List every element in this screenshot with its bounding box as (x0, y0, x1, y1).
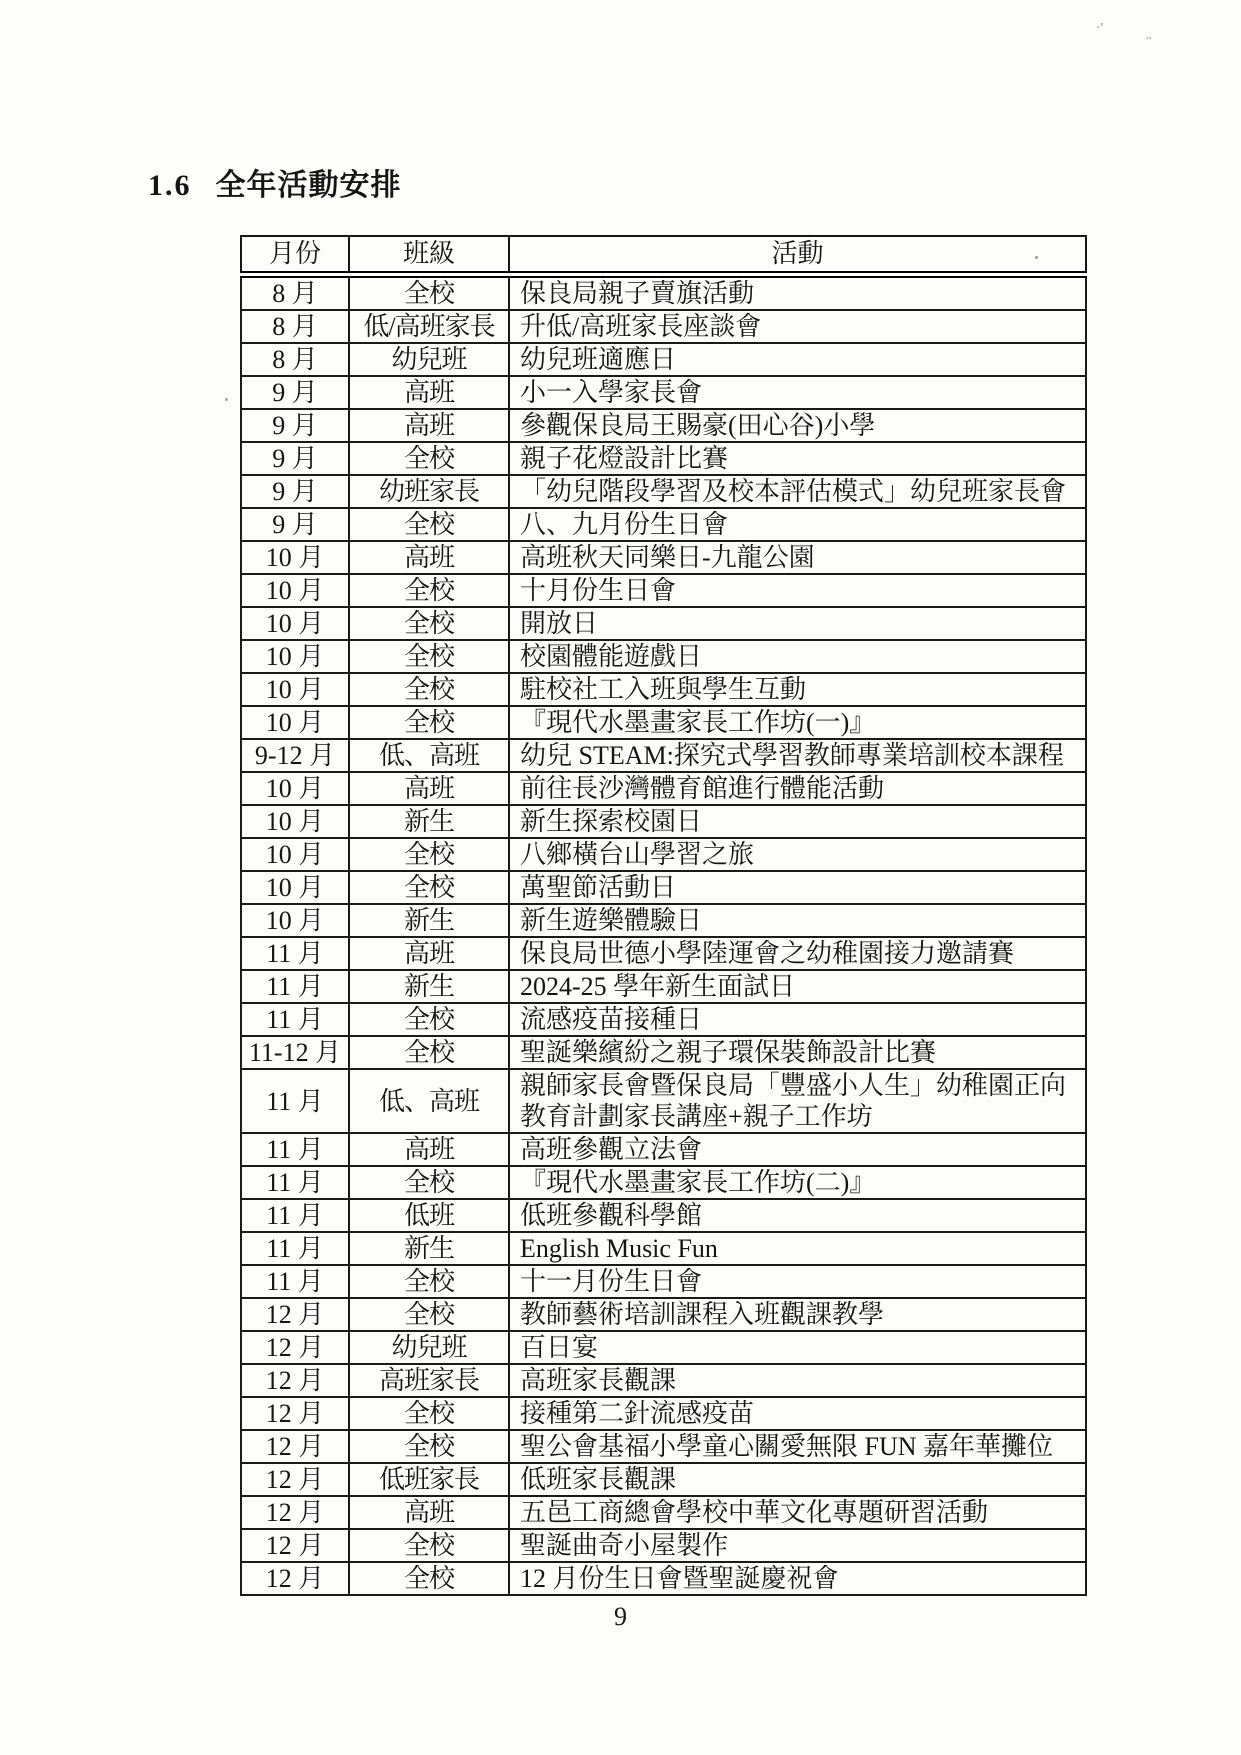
table-row (241, 739, 1086, 772)
table-row (241, 937, 1086, 970)
cell-month: 12 月 (241, 1496, 349, 1529)
cell-class: 全校 (349, 275, 509, 311)
table-row (241, 376, 1086, 409)
table-row (241, 1331, 1086, 1364)
cell-activity: 接種第二針流感疫苗 (509, 1397, 1086, 1430)
cell-class: 幼兒班 (349, 343, 509, 376)
cell-activity: 八、九月份生日會 (509, 508, 1086, 541)
cell-class: 全校 (349, 640, 509, 673)
cell-activity: 保良局世德小學陸運會之幼稚園接力邀請賽 (509, 937, 1086, 970)
cell-class: 低班 (349, 1199, 509, 1232)
table-row (241, 1463, 1086, 1496)
cell-class: 高班 (349, 937, 509, 970)
annual-activity-table (240, 235, 1087, 1596)
cell-activity: 八鄉橫台山學習之旅 (509, 838, 1086, 871)
cell-class: 全校 (349, 706, 509, 739)
cell-class: 全校 (349, 1529, 509, 1562)
cell-class: 全校 (349, 1003, 509, 1036)
cell-class: 全校 (349, 1298, 509, 1331)
cell-month: 12 月 (241, 1331, 349, 1364)
column-header-month: 月份 (241, 236, 349, 275)
table-row (241, 1069, 1086, 1133)
cell-month: 10 月 (241, 673, 349, 706)
cell-class: 全校 (349, 1166, 509, 1199)
cell-month: 8 月 (241, 310, 349, 343)
cell-class: 低班家長 (349, 1463, 509, 1496)
table-row (241, 1364, 1086, 1397)
cell-month: 10 月 (241, 541, 349, 574)
table-row (241, 1562, 1086, 1595)
table-row (241, 475, 1086, 508)
table-row (241, 310, 1086, 343)
cell-month: 10 月 (241, 772, 349, 805)
cell-activity: 萬聖節活動日 (509, 871, 1086, 904)
cell-activity: 『現代水墨畫家長工作坊(二)』 (509, 1166, 1086, 1199)
cell-class: 全校 (349, 1397, 509, 1430)
cell-month: 10 月 (241, 904, 349, 937)
cell-activity: 十月份生日會 (509, 574, 1086, 607)
table-row (241, 1496, 1086, 1529)
cell-month: 9 月 (241, 409, 349, 442)
cell-month: 12 月 (241, 1397, 349, 1430)
cell-class: 高班家長 (349, 1364, 509, 1397)
table-row (241, 805, 1086, 838)
cell-class: 全校 (349, 1036, 509, 1069)
cell-activity: 開放日 (509, 607, 1086, 640)
table-row (241, 640, 1086, 673)
cell-class: 全校 (349, 442, 509, 475)
cell-activity: 教師藝術培訓課程入班觀課教學 (509, 1298, 1086, 1331)
cell-class: 低、高班 (349, 739, 509, 772)
cell-month: 11 月 (241, 1133, 349, 1166)
cell-class: 全校 (349, 574, 509, 607)
cell-class: 高班 (349, 541, 509, 574)
cell-month: 11 月 (241, 1232, 349, 1265)
cell-month: 8 月 (241, 275, 349, 311)
table-row (241, 343, 1086, 376)
cell-month: 12 月 (241, 1463, 349, 1496)
cell-month: 10 月 (241, 607, 349, 640)
cell-activity: 小一入學家長會 (509, 376, 1086, 409)
cell-month: 12 月 (241, 1298, 349, 1331)
table-row (241, 574, 1086, 607)
page-number: 9 (614, 1602, 627, 1631)
cell-activity: 親子花燈設計比賽 (509, 442, 1086, 475)
section-title-text: 全年活動安排 (215, 169, 402, 202)
cell-class: 高班 (349, 409, 509, 442)
cell-month: 12 月 (241, 1529, 349, 1562)
cell-activity: English Music Fun (509, 1232, 1086, 1265)
column-header-activity: 活動 (509, 236, 1086, 275)
cell-class: 全校 (349, 838, 509, 871)
table-row (241, 275, 1086, 311)
cell-month: 10 月 (241, 640, 349, 673)
cell-activity: 十一月份生日會 (509, 1265, 1086, 1298)
cell-month: 9-12 月 (241, 739, 349, 772)
cell-month: 8 月 (241, 343, 349, 376)
schedule-table-body (241, 275, 1086, 1596)
cell-activity: 高班參觀立法會 (509, 1133, 1086, 1166)
cell-class: 高班 (349, 1133, 509, 1166)
cell-activity: 2024-25 學年新生面試日 (509, 970, 1086, 1003)
cell-activity: 五邑工商總會學校中華文化專題研習活動 (509, 1496, 1086, 1529)
cell-month: 11 月 (241, 970, 349, 1003)
table-row (241, 1166, 1086, 1199)
cell-class: 幼兒班 (349, 1331, 509, 1364)
table-row (241, 1199, 1086, 1232)
table-row (241, 1298, 1086, 1331)
cell-activity: 低班家長觀課 (509, 1463, 1086, 1496)
cell-class: 幼班家長 (349, 475, 509, 508)
scan-artifact: ,, (1146, 29, 1152, 41)
cell-activity: 新生遊樂體驗日 (509, 904, 1086, 937)
cell-activity: 低班參觀科學館 (509, 1199, 1086, 1232)
cell-class: 全校 (349, 1265, 509, 1298)
cell-month: 10 月 (241, 838, 349, 871)
cell-month: 11 月 (241, 1069, 349, 1133)
table-row (241, 871, 1086, 904)
cell-class: 全校 (349, 871, 509, 904)
table-row (241, 970, 1086, 1003)
cell-class: 新生 (349, 970, 509, 1003)
cell-activity: 聖誕曲奇小屋製作 (509, 1529, 1086, 1562)
table-row (241, 1529, 1086, 1562)
table-row (241, 1036, 1086, 1069)
cell-activity: 前往長沙灣體育館進行體能活動 (509, 772, 1086, 805)
table-header-row (241, 236, 1086, 275)
cell-activity: 聖誕樂繽紛之親子環保裝飾設計比賽 (509, 1036, 1086, 1069)
cell-activity: 保良局親子賣旗活動 (509, 275, 1086, 311)
cell-activity: 校園體能遊戲日 (509, 640, 1086, 673)
scan-artifact (225, 398, 228, 401)
cell-class: 全校 (349, 1430, 509, 1463)
cell-activity: 駐校社工入班與學生互動 (509, 673, 1086, 706)
cell-month: 12 月 (241, 1430, 349, 1463)
cell-activity: 百日宴 (509, 1331, 1086, 1364)
cell-activity: 『現代水墨畫家長工作坊(一)』 (509, 706, 1086, 739)
table-row (241, 706, 1086, 739)
table-row (241, 409, 1086, 442)
cell-month: 10 月 (241, 574, 349, 607)
cell-activity: 幼兒班適應日 (509, 343, 1086, 376)
cell-class: 高班 (349, 1496, 509, 1529)
cell-class: 全校 (349, 607, 509, 640)
table-row (241, 904, 1086, 937)
table-row (241, 1003, 1086, 1036)
table-row (241, 508, 1086, 541)
table-row (241, 838, 1086, 871)
cell-activity: 新生探索校園日 (509, 805, 1086, 838)
cell-activity: 流感疫苗接種日 (509, 1003, 1086, 1036)
cell-month: 11 月 (241, 1166, 349, 1199)
cell-class: 新生 (349, 1232, 509, 1265)
cell-class: 低、高班 (349, 1069, 509, 1133)
cell-activity: 親師家長會暨保良局「豐盛小人生」幼稚園正向教育計劃家長講座+親子工作坊 (509, 1069, 1086, 1133)
table-row (241, 1397, 1086, 1430)
cell-activity: 高班秋天同樂日-九龍公園 (509, 541, 1086, 574)
scan-artifact: ·' (1096, 21, 1104, 36)
cell-class: 新生 (349, 904, 509, 937)
scan-artifact (1035, 256, 1038, 259)
table-row (241, 772, 1086, 805)
cell-activity: 「幼兒階段學習及校本評估模式」幼兒班家長會 (509, 475, 1086, 508)
cell-activity: 參觀保良局王賜豪(田心谷)小學 (509, 409, 1086, 442)
cell-class: 新生 (349, 805, 509, 838)
section-number: 1.6 (148, 169, 192, 202)
table-row (241, 1265, 1086, 1298)
cell-class: 全校 (349, 673, 509, 706)
cell-month: 9 月 (241, 442, 349, 475)
cell-activity: 12 月份生日會暨聖誕慶祝會 (509, 1562, 1086, 1595)
cell-activity: 升低/高班家長座談會 (509, 310, 1086, 343)
cell-month: 11-12 月 (241, 1036, 349, 1069)
cell-class: 全校 (349, 1562, 509, 1595)
table-row (241, 1430, 1086, 1463)
cell-activity: 幼兒 STEAM:探究式學習教師專業培訓校本課程 (509, 739, 1086, 772)
cell-month: 12 月 (241, 1562, 349, 1595)
table-row (241, 541, 1086, 574)
cell-month: 10 月 (241, 871, 349, 904)
cell-class: 低/高班家長 (349, 310, 509, 343)
cell-month: 9 月 (241, 508, 349, 541)
cell-class: 高班 (349, 772, 509, 805)
page-title (148, 160, 402, 204)
cell-month: 11 月 (241, 1003, 349, 1036)
cell-class: 全校 (349, 508, 509, 541)
cell-class: 高班 (349, 376, 509, 409)
cell-month: 9 月 (241, 376, 349, 409)
column-header-class: 班級 (349, 236, 509, 275)
cell-month: 11 月 (241, 937, 349, 970)
cell-month: 12 月 (241, 1364, 349, 1397)
cell-month: 10 月 (241, 706, 349, 739)
table-row (241, 442, 1086, 475)
table-row (241, 1133, 1086, 1166)
cell-month: 11 月 (241, 1199, 349, 1232)
cell-month: 9 月 (241, 475, 349, 508)
table-row (241, 607, 1086, 640)
cell-activity: 高班家長觀課 (509, 1364, 1086, 1397)
table-row (241, 673, 1086, 706)
table-row (241, 1232, 1086, 1265)
cell-activity: 聖公會基福小學童心關愛無限 FUN 嘉年華攤位 (509, 1430, 1086, 1463)
cell-month: 11 月 (241, 1265, 349, 1298)
cell-month: 10 月 (241, 805, 349, 838)
